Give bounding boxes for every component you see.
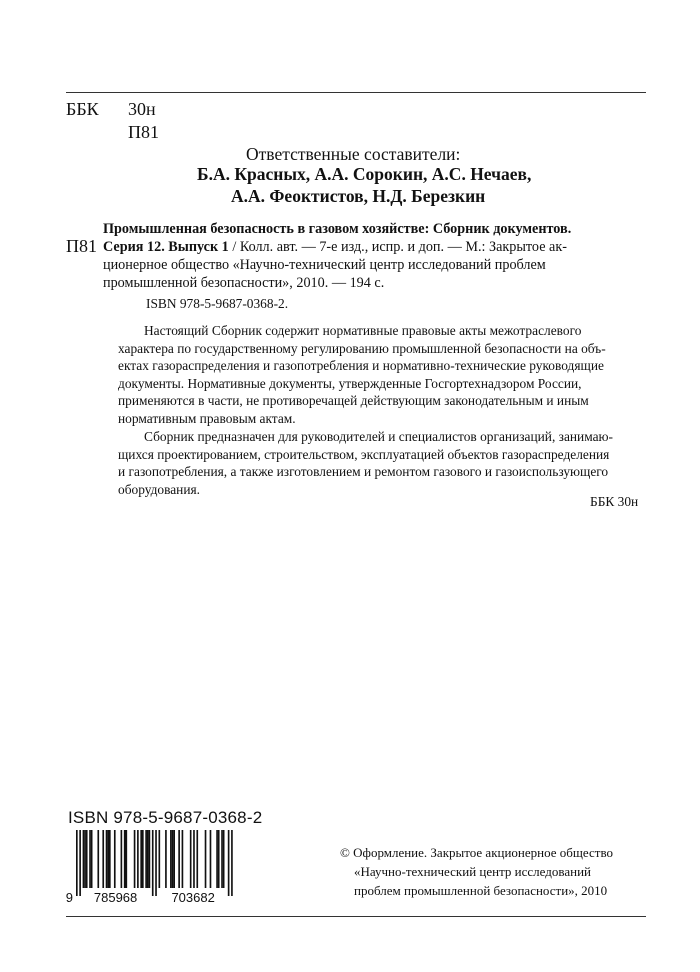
barcode-bar bbox=[91, 830, 93, 888]
bbk-code: 30н bbox=[128, 99, 156, 119]
barcode-bar bbox=[159, 830, 161, 888]
copyright-line: «Научно-технический центр исследований bbox=[354, 864, 591, 879]
barcode-bar bbox=[76, 830, 78, 896]
series-volume: Серия 12. Выпуск 1 bbox=[103, 239, 229, 255]
barcode-bar bbox=[228, 830, 230, 896]
barcode-bar bbox=[140, 830, 142, 888]
copyright-line: проблем промышленной безопасности», 2010 bbox=[354, 883, 608, 898]
barcode-bar bbox=[134, 830, 136, 888]
barcode-bar bbox=[86, 830, 88, 888]
barcode-bar bbox=[221, 830, 223, 888]
compilers-line-1: Б.А. Красных, А.А. Сорокин, А.С. Нечаев, bbox=[197, 164, 532, 184]
barcode-bar bbox=[149, 830, 151, 888]
abstract-line: документы. Нормативные документы, утвержденные Госгортехнадзором России, bbox=[118, 375, 582, 391]
barcode-bar bbox=[182, 830, 184, 888]
bbk-footer: ББК 30н bbox=[590, 494, 639, 509]
barcode-bar bbox=[124, 830, 126, 888]
barcode-digits: 9 bbox=[66, 890, 73, 905]
barcode-bar bbox=[170, 830, 172, 888]
bottom-rule bbox=[66, 916, 646, 917]
barcode-bar bbox=[145, 830, 147, 888]
barcode-bar bbox=[142, 830, 144, 888]
barcode-bar bbox=[121, 830, 123, 888]
bbk-label: ББК bbox=[66, 99, 99, 119]
barcode-bar bbox=[109, 830, 111, 888]
barcode-bar bbox=[223, 830, 225, 888]
abstract-line: характера по государственному регулированию промышленной безопасности на объ- bbox=[118, 340, 606, 356]
copyright-line: © Оформление. Закрытое акционерное общество bbox=[340, 845, 614, 860]
abstract-line: Настоящий Сборник содержит нормативные правовые акты межотраслевого bbox=[144, 323, 582, 338]
bib-isbn: ISBN 978-5-9687-0368-2. bbox=[146, 296, 289, 311]
barcode-bar bbox=[216, 830, 218, 888]
abstract-line: ектах газораспределения и газопотребления и нормативно-технические руководящие bbox=[118, 358, 604, 374]
imprint-part-3: промышленной безопасности», 2010. — 194 с. bbox=[103, 275, 385, 291]
barcode-bar bbox=[193, 830, 195, 888]
barcode-bar bbox=[102, 830, 104, 888]
barcode-bar bbox=[137, 830, 139, 888]
barcode-digits: 785968 bbox=[93, 890, 138, 905]
barcode-bar bbox=[89, 830, 91, 888]
barcode-bar bbox=[172, 830, 174, 888]
responsible-heading: Ответственные составители: bbox=[246, 144, 461, 164]
barcode-bar bbox=[152, 830, 154, 896]
barcode-bar bbox=[155, 830, 157, 896]
barcode-bar bbox=[97, 830, 99, 888]
barcode-bar bbox=[147, 830, 149, 888]
barcode-bar bbox=[84, 830, 86, 888]
barcode-bar bbox=[126, 830, 128, 888]
barcode-bar bbox=[218, 830, 220, 888]
barcode-digits: 703682 bbox=[171, 890, 215, 905]
copyright-notice bbox=[340, 843, 613, 900]
abstract-paragraph-1 bbox=[118, 322, 646, 428]
top-rule bbox=[66, 92, 646, 93]
barcode-bar bbox=[190, 830, 192, 888]
abstract-line: и газопотребления, а также изготовлением и ремонтом газового и газоиспользующего bbox=[118, 464, 609, 480]
barcode-bar bbox=[210, 830, 212, 888]
barcode-bar bbox=[173, 830, 175, 888]
barcode-isbn-text: ISBN 978-5-9687-0368-2 bbox=[68, 808, 263, 827]
abstract-line: щихся проектированием, строительством, эксплуатацией объектов газораспределения bbox=[118, 446, 610, 462]
barcode-bar bbox=[231, 830, 233, 896]
barcode-bar bbox=[165, 830, 167, 888]
abstract-line: применяются в части, не противоречащей действующим законодательным и иным bbox=[118, 393, 589, 409]
abstract-paragraph-2 bbox=[118, 428, 646, 498]
barcode-bar bbox=[83, 830, 85, 888]
barcode-bar bbox=[106, 830, 108, 888]
author-mark: П81 bbox=[128, 122, 159, 142]
barcode-bar bbox=[178, 830, 180, 888]
barcode-bars bbox=[66, 830, 246, 920]
imprint-part-1: / Колл. авт. — 7-е изд., испр. и доп. — М.: Закрытое ак- bbox=[228, 239, 567, 255]
side-author-mark: П81 bbox=[66, 236, 97, 256]
barcode-bar bbox=[107, 830, 109, 888]
abstract-line: нормативным правовым актам. bbox=[118, 410, 296, 426]
book-title: Промышленная безопасность в газовом хозяйстве: Сборник документов. bbox=[103, 221, 572, 237]
abstract-line: Сборник предназначен для руководителей и специалистов организаций, занимаю- bbox=[144, 429, 614, 444]
barcode-bar bbox=[196, 830, 198, 888]
compilers-line-2: А.А. Феоктистов, Н.Д. Березкин bbox=[231, 186, 486, 206]
barcode-bar bbox=[114, 830, 116, 888]
barcode-bar bbox=[205, 830, 207, 888]
abstract-line: оборудования. bbox=[118, 481, 201, 497]
imprint-part-2: ционерное общество «Научно-технический центр исследований проблем bbox=[103, 257, 546, 273]
barcode-bar bbox=[79, 830, 81, 896]
bibliographic-record bbox=[103, 220, 571, 292]
